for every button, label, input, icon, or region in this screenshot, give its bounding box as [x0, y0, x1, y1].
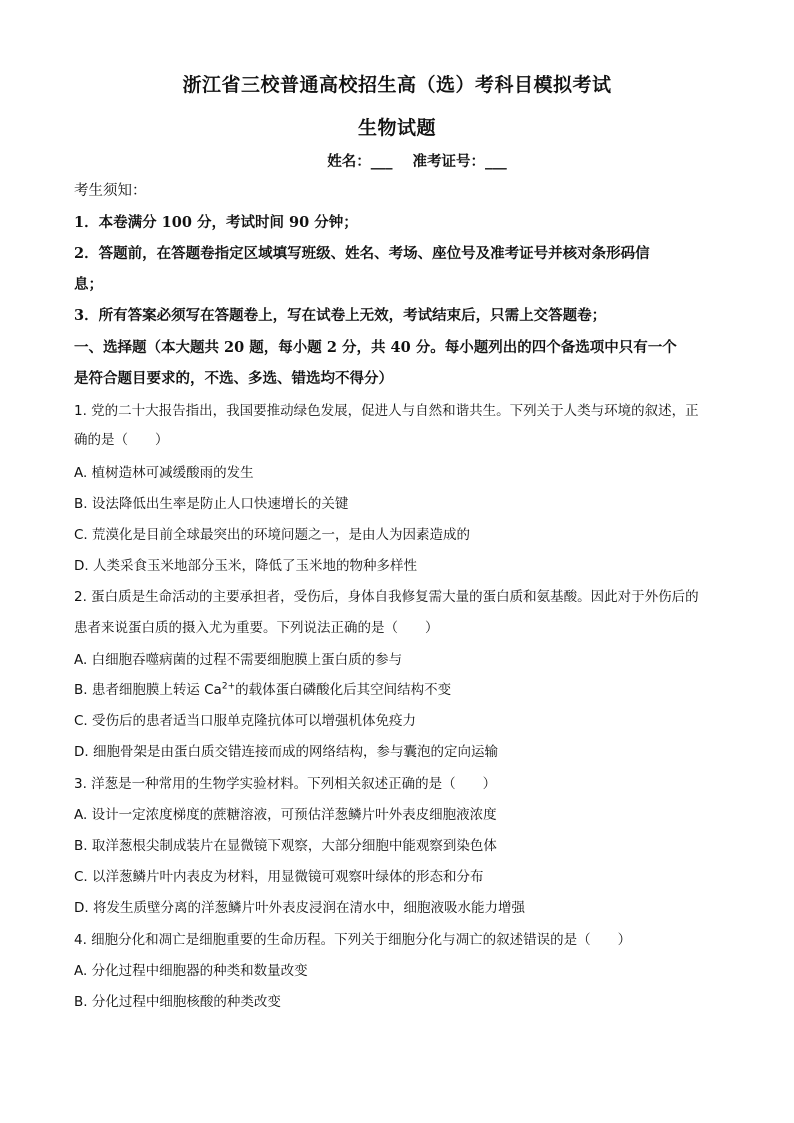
- question-1-option-d: D. 人类采食玉米地部分玉米，降低了玉米地的物种多样性: [74, 558, 417, 574]
- instruction-item: 3．所有答案必须写在答题卷上，写在试卷上无效，考试结束后，只需上交答题卷；: [74, 307, 607, 324]
- candidate-info-row: [0, 150, 794, 171]
- instruction-item: 息；: [74, 276, 103, 293]
- instruction-item: 1．本卷满分 100 分，考试时间 90 分钟；: [74, 214, 358, 231]
- question-3-option-a: A. 设计一定浓度梯度的蔗糖溶液，可预估洋葱鳞片叶外表皮细胞液浓度: [74, 807, 497, 823]
- question-1-stem: 1. 党的二十大报告指出，我国要推动绿色发展，促进人与自然和谐共生。下列关于人类与环境的叙述，正: [74, 403, 699, 419]
- instruction-item: 2．答题前，在答题卷指定区域填写班级、姓名、考场、座位号及准考证号并核对条形码信: [74, 245, 650, 262]
- question-2-stem: 2. 蛋白质是生命活动的主要承担者，受伤后，身体自我修复需大量的蛋白质和氨基酸。因此对于外伤后的: [74, 589, 699, 605]
- exam-subtitle: 生物试题: [357, 117, 436, 139]
- option-b-rest: 的载体蛋白磷酸化后其空间结构不变: [235, 682, 452, 698]
- question-3-option-d: D. 将发生质壁分离的洋葱鳞片叶外表皮浸润在清水中，细胞液吸水能力增强: [74, 900, 525, 916]
- question-2-option-d: D. 细胞骨架是由蛋白质交错连接而成的网络结构，参与囊泡的定向运输: [74, 744, 498, 760]
- section-heading: 一、选择题（本大题共 20 题，每小题 2 分，共 40 分。每小题列出的四个备选项中只有一个: [74, 339, 677, 356]
- question-1-stem-cont: 确的是（ ）: [74, 432, 169, 448]
- question-2-option-b: [74, 680, 724, 700]
- name-label: 姓名：___: [327, 153, 393, 170]
- instructions-heading: 考生须知：: [74, 183, 147, 199]
- question-3-option-c: C. 以洋葱鳞片叶内表皮为材料，用显微镜可观察叶绿体的形态和分布: [74, 869, 484, 885]
- question-1-option-a: A. 植树造林可减缓酸雨的发生: [74, 465, 254, 481]
- question-2-option-a: A. 白细胞吞噬病菌的过程不需要细胞膜上蛋白质的参与: [74, 652, 403, 668]
- exam-title: 浙江省三校普通高校招生高（选）考科目模拟考试: [182, 74, 612, 96]
- option-b-text: B. 患者细胞膜上转运 Ca: [74, 682, 222, 698]
- question-4-stem: 4. 细胞分化和凋亡是细胞重要的生命历程。下列关于细胞分化与凋亡的叙述错误的是（ ）: [74, 932, 632, 948]
- question-4-option-b: B. 分化过程中细胞核酸的种类改变: [74, 994, 281, 1010]
- question-1-option-b: B. 设法降低出生率是防止人口快速增长的关键: [74, 496, 349, 512]
- question-3-stem: 3. 洋葱是一种常用的生物学实验材料。下列相关叙述正确的是（ ）: [74, 776, 497, 792]
- question-2-stem-cont: 患者来说蛋白质的摄入尤为重要。下列说法正确的是（ ）: [74, 620, 439, 636]
- question-1-option-c: C. 荒漠化是目前全球最突出的环境问题之一，是由人为因素造成的: [74, 527, 471, 543]
- section-heading-cont: 是符合题目要求的，不选、多选、错选均不得分）: [74, 370, 393, 387]
- ion-charge: 2+: [221, 681, 236, 692]
- question-3-option-b: B. 取洋葱根尖制成装片在显微镜下观察，大部分细胞中能观察到染色体: [74, 838, 497, 854]
- question-2-option-c: C. 受伤后的患者适当口服单克隆抗体可以增强机体免疫力: [74, 713, 417, 729]
- question-4-option-a: A. 分化过程中细胞器的种类和数量改变: [74, 963, 308, 979]
- candidate-id-label: 准考证号：___: [412, 153, 507, 170]
